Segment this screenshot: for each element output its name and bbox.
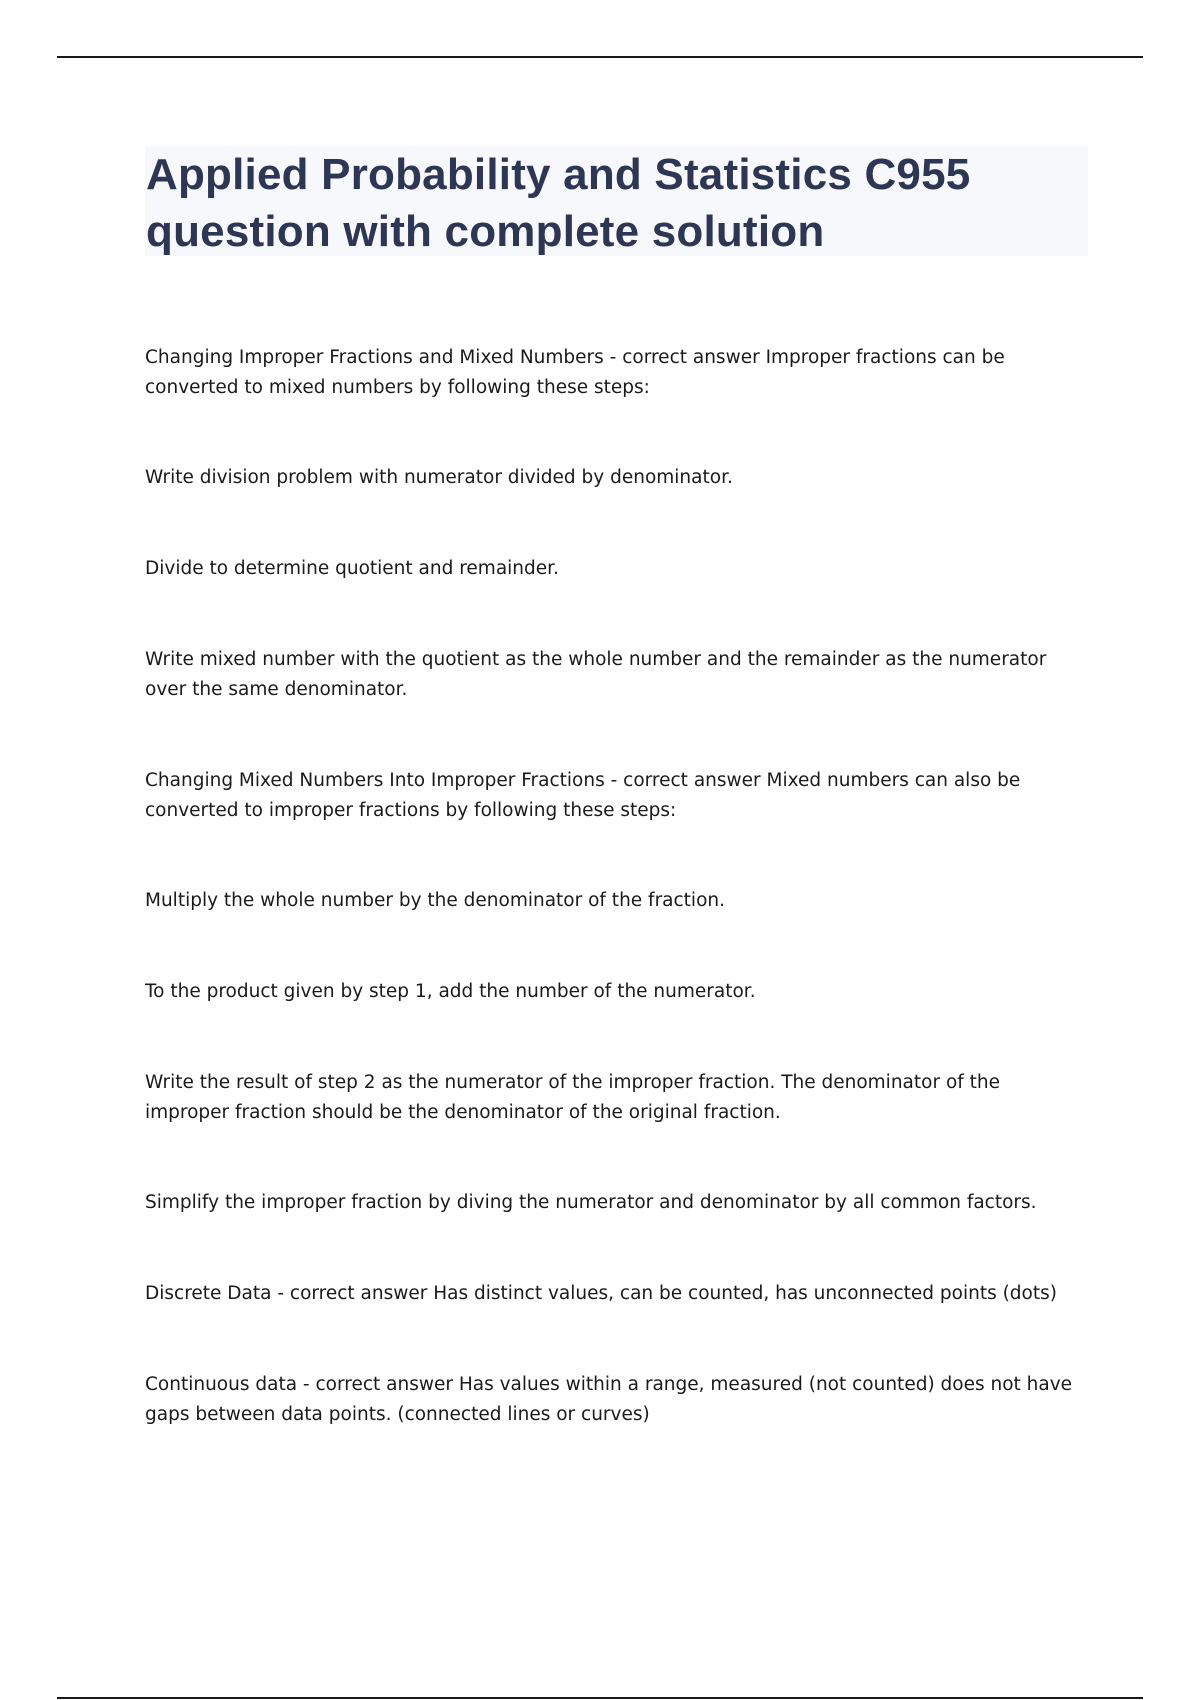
title-banner <box>145 146 1088 256</box>
paragraph-step-division: Write division problem with numerator divided by denominator. <box>145 467 733 488</box>
document-title: Applied Probability and Statistics C955 question with complete solution <box>146 150 971 256</box>
paragraph-improper-to-mixed: Changing Improper Fractions and Mixed Numbers - correct answer Improper fractions can be converted to mixed numbers by following these steps: <box>145 347 1005 398</box>
paragraph-step-add: To the product given by step 1, add the number of the numerator. <box>145 981 756 1002</box>
paragraph-step-simplify: Simplify the improper fraction by diving the numerator and denominator by all common factors. <box>145 1192 1037 1213</box>
paragraph-step-divide: Divide to determine quotient and remainder. <box>145 558 559 579</box>
paragraph-continuous-data: Continuous data - correct answer Has values within a range, measured (not counted) does not have gaps between data points. (connected lines or curves) <box>145 1374 1073 1425</box>
paragraph-step-write-mixed: Write mixed number with the quotient as the whole number and the remainder as the numerator over the same denominator. <box>145 649 1047 700</box>
paragraph-step-multiply: Multiply the whole number by the denominator of the fraction. <box>145 890 725 911</box>
paragraph-mixed-to-improper: Changing Mixed Numbers Into Improper Fractions - correct answer Mixed numbers can also be converted to improper fractions by following these steps: <box>145 770 1021 821</box>
header-rule <box>57 56 1143 58</box>
paragraph-discrete-data: Discrete Data - correct answer Has distinct values, can be counted, has unconnected points (dots) <box>145 1283 1057 1304</box>
document-body <box>145 343 1085 1430</box>
footer-rule <box>57 1697 1143 1699</box>
paragraph-step-write-result: Write the result of step 2 as the numerator of the improper fraction. The denominator of the improper fraction should be the denominator of the original fraction. <box>145 1072 1001 1123</box>
